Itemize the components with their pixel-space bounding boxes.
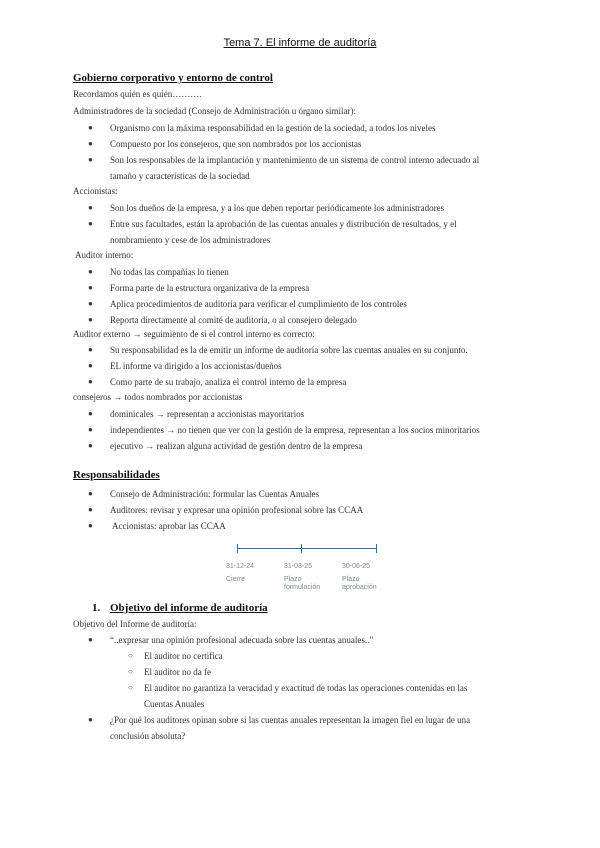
bullet-icon: ● [88, 521, 93, 530]
bullet-icon: ● [88, 377, 93, 386]
section-heading-responsabilidades: Responsabilidades [73, 469, 160, 481]
timeline-tick [237, 544, 238, 553]
bullet-icon: ● [88, 267, 93, 276]
circle-bullet-icon: ○ [128, 667, 133, 676]
bullet-icon: ● [88, 315, 93, 324]
bullet-icon: ● [88, 409, 93, 418]
list-item: ● EL informe va dirigido a los accionistas/dueños [110, 358, 530, 374]
timeline-date: 30-06-25 [342, 563, 371, 570]
list-item: ● Son los responsables de la implantación y mantenimiento de un sistema de control interno adecuado al [110, 152, 530, 168]
list-item: ● No todas las compañías lo tienen [110, 264, 530, 280]
list-item: ● Aplica procedimientos de auditoría para verificar el cumplimiento de los controles [110, 296, 530, 312]
list-item: ● ejecutivo → realizan alguna actividad de gestión dentro de la empresa [110, 438, 530, 454]
bullet-icon: ● [88, 139, 93, 148]
list-item: ● Compuesto por los consejeros, que son nombrados por los accionistas [110, 136, 530, 152]
circle-bullet-icon: ○ [128, 683, 133, 692]
circle-bullet-icon: ○ [128, 651, 133, 660]
paragraph-consejeros: consejeros → todos nombrados por accionistas [73, 392, 243, 402]
list-item: ● Como parte de su trabajo, analiza el control interno de la empresa [110, 374, 530, 390]
timeline-tick [301, 544, 302, 553]
list-item: ● Consejo de Administración: formular las Cuentas Anuales [110, 486, 530, 502]
sub-list-item: ○ El auditor no garantiza la veracidad y exactitud de todas las operaciones contenidas en las [144, 680, 534, 696]
paragraph-auditor-externo: Auditor externo → seguimiento de si el control interno es correcto: [73, 329, 315, 339]
list-item: ● Forma parte de la estructura organizativa de la empresa [110, 280, 530, 296]
timeline-label: Cierre [226, 576, 246, 583]
list-item: ● ¿Por qué los auditores opinan sobre si las cuentas anuales representan la imagen fiel en lugar de una [110, 712, 530, 728]
list-item-continuation: conclusión absoluta? [110, 731, 186, 741]
list-item: ● Auditores: revisar y expresar una opinión profesional sobre las CCAA [110, 502, 530, 518]
timeline-tick [376, 544, 377, 553]
list-item: ● Reporta directamente al comité de auditoría, o al consejero delegado [110, 312, 530, 328]
list-item-continuation: tamaño y características de la sociedad [110, 171, 250, 181]
timeline-label: Plazo aprobación [342, 576, 377, 591]
bullet-icon: ● [88, 123, 93, 132]
page-title: Tema 7. El informe de auditoría [223, 37, 377, 49]
bullet-icon: ● [88, 441, 93, 450]
timeline-line [237, 548, 377, 549]
sub-list-item: ○ El auditor no certifica [144, 648, 534, 664]
bullet-icon: ● [88, 219, 93, 228]
section-number: 1. [92, 602, 101, 614]
bullet-icon: ● [88, 299, 93, 308]
paragraph-objetivo: Objetivo del Informe de auditoría: [73, 619, 197, 629]
list-item: ● independientes → no tienen que ver con la gestión de la empresa, representan a los socios minoritarios [110, 422, 530, 438]
list-item-continuation: nombramiento y cese de los administradores [110, 235, 271, 245]
list-item: ● Accionistas: aprobar las CCAA [112, 518, 532, 534]
bullet-icon: ● [88, 283, 93, 292]
bullet-icon: ● [88, 505, 93, 514]
list-item: ● Entre sus facultades, están la aprobación de las cuentas anuales y distribución de resultados, y el [110, 216, 530, 232]
list-item: ● Son los dueños de la empresa, y a los que deben reportar periódicamente los administradores [110, 200, 530, 216]
bullet-icon: ● [88, 635, 93, 644]
paragraph-accionistas: Accionistas: [73, 186, 118, 196]
paragraph-recordamos: Recordamos quién es quién………. [73, 89, 202, 99]
list-item: ● Organismo con la máxima responsabilidad en la gestión de la sociedad, a todos los niveles [110, 120, 530, 136]
bullet-icon: ● [88, 425, 93, 434]
section-heading-gobierno: Gobierno corporativo y entorno de control [73, 72, 273, 84]
timeline-date: 31-03-25 [284, 563, 313, 570]
paragraph-auditor-interno: Auditor interno: [75, 250, 134, 260]
bullet-icon: ● [88, 361, 93, 370]
sub-list-item: ○ El auditor no da fe [144, 664, 534, 680]
bullet-icon: ● [88, 715, 93, 724]
list-item: ● “..expresar una opinión profesional adecuada sobre las cuentas anuales..” [110, 632, 530, 648]
paragraph-administradores: Administradores de la sociedad (Consejo de Administración u órgano similar): [73, 106, 357, 116]
bullet-icon: ● [88, 155, 93, 164]
bullet-icon: ● [88, 489, 93, 498]
list-item: ● dominicales → representan a accionistas mayoritarios [110, 406, 530, 422]
bullet-icon: ● [88, 203, 93, 212]
section-heading-objetivo: Objetivo del informe de auditoría [110, 602, 268, 614]
timeline-label: Plazo formulación [284, 576, 321, 591]
bullet-icon: ● [88, 345, 93, 354]
timeline-date: 31-12-24 [226, 563, 255, 570]
list-item: ● Su responsabilidad es la de emitir un informe de auditoría sobre las cuentas anuales en su conjunto. [110, 342, 530, 358]
sub-list-item-continuation: Cuentas Anuales [144, 699, 205, 709]
